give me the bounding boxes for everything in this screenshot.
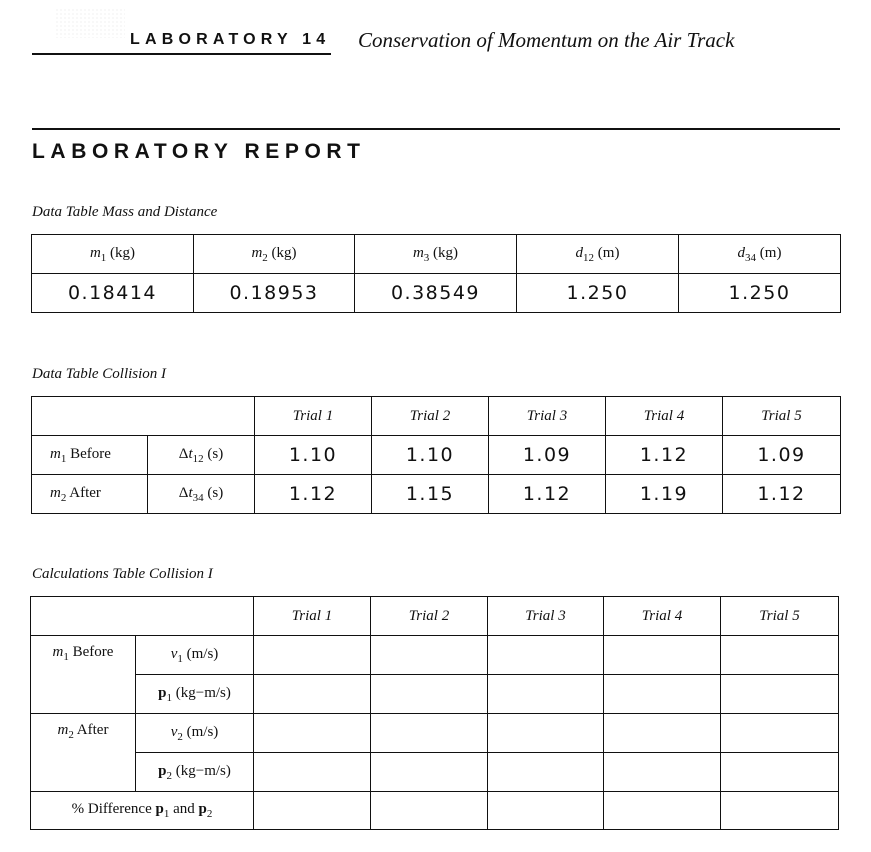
empty-cell [254,636,371,675]
table-row [32,274,841,313]
empty-cell [371,792,488,830]
blank-header-cell [31,597,254,636]
p2-label: $p_2$ (kg−m/s) [136,753,254,792]
blank-header-cell [32,397,255,436]
report-title: LABORATORY REPORT [32,140,366,163]
v2-label: $v_2$ (m/s) [136,714,254,753]
dt12-trial-4: 1.12 [606,436,723,475]
empty-cell [254,714,371,753]
empty-cell [371,753,488,792]
collision-table-caption: Data Table Collision I [32,366,167,382]
table-row [31,753,839,792]
table-header-row [32,397,841,436]
v1-label: $v_1$ (m/s) [136,636,254,675]
m2-value: 0.18953 [194,274,355,313]
empty-cell [604,675,721,714]
empty-cell [721,792,839,830]
dt12-trial-1: 1.10 [255,436,372,475]
mass-table-caption: Data Table Mass and Distance [32,204,218,220]
dt34-label: $\Delta t_{34}$ (s) [148,475,255,514]
trial-2-header: Trial 2 [372,397,489,436]
dt12-trial-2: 1.10 [372,436,489,475]
empty-cell [721,675,839,714]
trial-3-header: Trial 3 [489,397,606,436]
empty-cell [254,792,371,830]
dt34-trial-5: 1.12 [723,475,841,514]
section-rule [32,128,840,130]
empty-cell [721,636,839,675]
m3-value: 0.38549 [355,274,517,313]
dt12-trial-5: 1.09 [723,436,841,475]
header-title: Conservation of Momentum on the Air Track [358,28,735,52]
scan-speckle [55,8,125,38]
m1-before-label: $m_1$ Before [31,636,136,714]
m1-value: 0.18414 [32,274,194,313]
table-header-row [32,235,841,274]
table-row [32,475,841,514]
mass-distance-table [31,234,841,313]
table-header-row [31,597,839,636]
d34-header: $d_{34}$ (m) [679,235,841,274]
m2-after-label: $m_2$ After [31,714,136,792]
empty-cell [488,636,604,675]
empty-cell [604,714,721,753]
d34-value: 1.250 [679,274,841,313]
trial-1-header: Trial 1 [255,397,372,436]
empty-cell [371,636,488,675]
m1-before-label: $m_1$ Before [32,436,148,475]
empty-cell [254,753,371,792]
table-row [31,636,839,675]
m2-after-label: $m_2$ After [32,475,148,514]
table-row [32,436,841,475]
empty-cell [488,792,604,830]
dt12-label: $\Delta t_{12}$ (s) [148,436,255,475]
empty-cell [604,636,721,675]
m2-header: $m_2$ (kg) [194,235,355,274]
empty-cell [721,714,839,753]
empty-cell [371,714,488,753]
m3-header: $m_3$ (kg) [355,235,517,274]
dt34-trial-1: 1.12 [255,475,372,514]
trial-5-header: Trial 5 [721,597,839,636]
dt34-trial-4: 1.19 [606,475,723,514]
lab-number: LABORATORY 14 [130,31,331,48]
p1-label: $p_1$ (kg−m/s) [136,675,254,714]
table-row [31,714,839,753]
collision-data-table [31,396,841,514]
d12-header: $d_{12}$ (m) [517,235,679,274]
calc-table-caption: Calculations Table Collision I [32,566,213,582]
calculations-table [30,596,839,830]
empty-cell [488,675,604,714]
dt34-trial-3: 1.12 [489,475,606,514]
header-rule [32,53,331,55]
trial-4-header: Trial 4 [604,597,721,636]
percent-difference-label: % Difference $p_1$ and $p_2$ [31,792,254,830]
empty-cell [488,753,604,792]
m1-header: $m_1$ (kg) [32,235,194,274]
trial-4-header: Trial 4 [606,397,723,436]
trial-1-header: Trial 1 [254,597,371,636]
empty-cell [721,753,839,792]
trial-5-header: Trial 5 [723,397,841,436]
table-row [31,675,839,714]
empty-cell [488,714,604,753]
trial-2-header: Trial 2 [371,597,488,636]
trial-3-header: Trial 3 [488,597,604,636]
empty-cell [371,675,488,714]
empty-cell [604,792,721,830]
dt34-trial-2: 1.15 [372,475,489,514]
dt12-trial-3: 1.09 [489,436,606,475]
empty-cell [254,675,371,714]
empty-cell [604,753,721,792]
table-row [31,792,839,830]
d12-value: 1.250 [517,274,679,313]
